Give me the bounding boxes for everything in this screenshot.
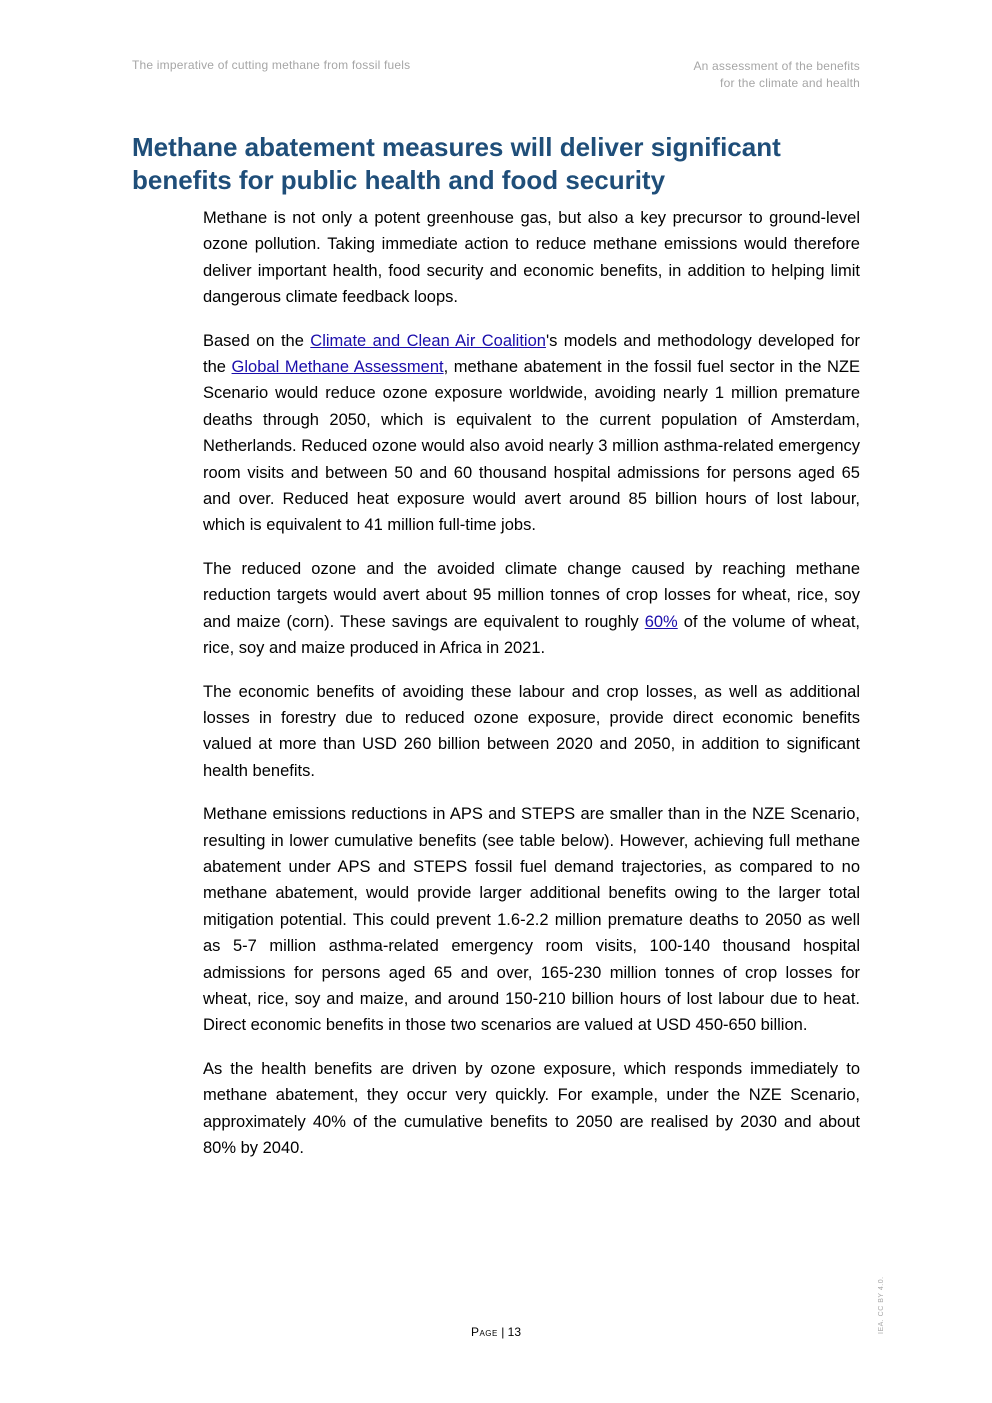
ccac-link[interactable]: Climate and Clean Air Coalition: [310, 331, 546, 350]
sixty-percent-link[interactable]: 60%: [644, 612, 678, 631]
paragraph-3-text-1: The reduced ozone and the avoided climate change caused by reaching methane reduction targets would avert about 95 million tonnes of crop losses for wheat, rice, soy and maize (corn). These savings are equivalent to roughly: [203, 559, 860, 631]
license-note: IEA. CC BY 4.0.: [878, 1276, 885, 1334]
section-title: Methane abatement measures will deliver significant benefits for public health and food security: [132, 132, 781, 195]
paragraph-3: [203, 556, 860, 662]
paragraph-4: The economic benefits of avoiding these labour and crop losses, as well as additional losses in forestry due to reduced ozone exposure, provide direct economic benefits valued at more than USD 260 billion between 2020 and 2050, in addition to significant health benefits.: [203, 682, 860, 780]
page-label: Page: [470, 1325, 498, 1339]
global-methane-assessment-link[interactable]: Global Methane Assessment: [231, 358, 444, 377]
paragraph-1: Methane is not only a potent greenhouse gas, but also a key precursor to ground-level ozone pollution. Taking immediate action to reduce methane emissions would therefore deliver important health, food security and economic benefits, in addition to helping limit dangerous climate feedback loops.: [203, 209, 860, 307]
paragraph-5: Methane emissions reductions in APS and STEPS are smaller than in the NZE Scenario, resulting in lower cumulative benefits (see table below). However, achieving full methane abatement under APS and STEPS fossil fuel demand trajectories, as compared to no methane abatement, would provide larger additional benefits owing to the larger total mitigation potential. This could prevent 1.6-2.2 million premature deaths to 2050 as well as 5-7 million asthma-related emergency room visits, 100-140 thousand hospital admissions for persons aged 65 and over, 165-230 million tonnes of crop losses for wheat, rice, soy and maize, and around 150-210 billion hours of lost labour due to heat. Direct economic benefits in those two scenarios are valued at USD 450-650 billion.: [203, 805, 860, 1035]
running-header-left: The imperative of cutting methane from fossil fuels: [132, 58, 411, 72]
page-footer: [0, 1325, 992, 1339]
body-text: [203, 205, 860, 1178]
running-header-right-line1: An assessment of the benefits: [693, 59, 860, 73]
paragraph-2-text-2: 's models and methodology developed for the: [203, 331, 860, 377]
paragraph-2-text-3: , methane abatement in the fossil fuel sector in the NZE Scenario would reduce ozone exposure worldwide, avoiding nearly 1 million premature deaths through 2050, which is equivalent to the current population of Amsterdam, Netherlands. Reduced ozone would also avoid nearly 3 million asthma-related emergency room visits and between 50 and 60 thousand hospital admissions for persons aged 65 and over. Reduced heat exposure would avert around 85 billion hours of lost labour, which is equivalent to 41 million full-time jobs.: [203, 358, 861, 535]
page-number: 13: [507, 1325, 522, 1339]
paragraph-2-text-1: Based on the: [203, 331, 311, 350]
paragraph-2: [203, 328, 860, 539]
paragraph-6: As the health benefits are driven by ozone exposure, which responds immediately to methane abatement, they occur very quickly. For example, under the NZE Scenario, approximately 40% of the cumulative benefits to 2050 are realised by 2030 and about 80% by 2040.: [203, 1059, 860, 1157]
paragraph-3-text-2: of the volume of wheat, rice, soy and maize produced in Africa in 2021.: [203, 612, 860, 658]
running-header-right: [693, 58, 860, 92]
page-separator: |: [497, 1325, 508, 1339]
running-header-right-line2: for the climate and health: [720, 76, 860, 90]
